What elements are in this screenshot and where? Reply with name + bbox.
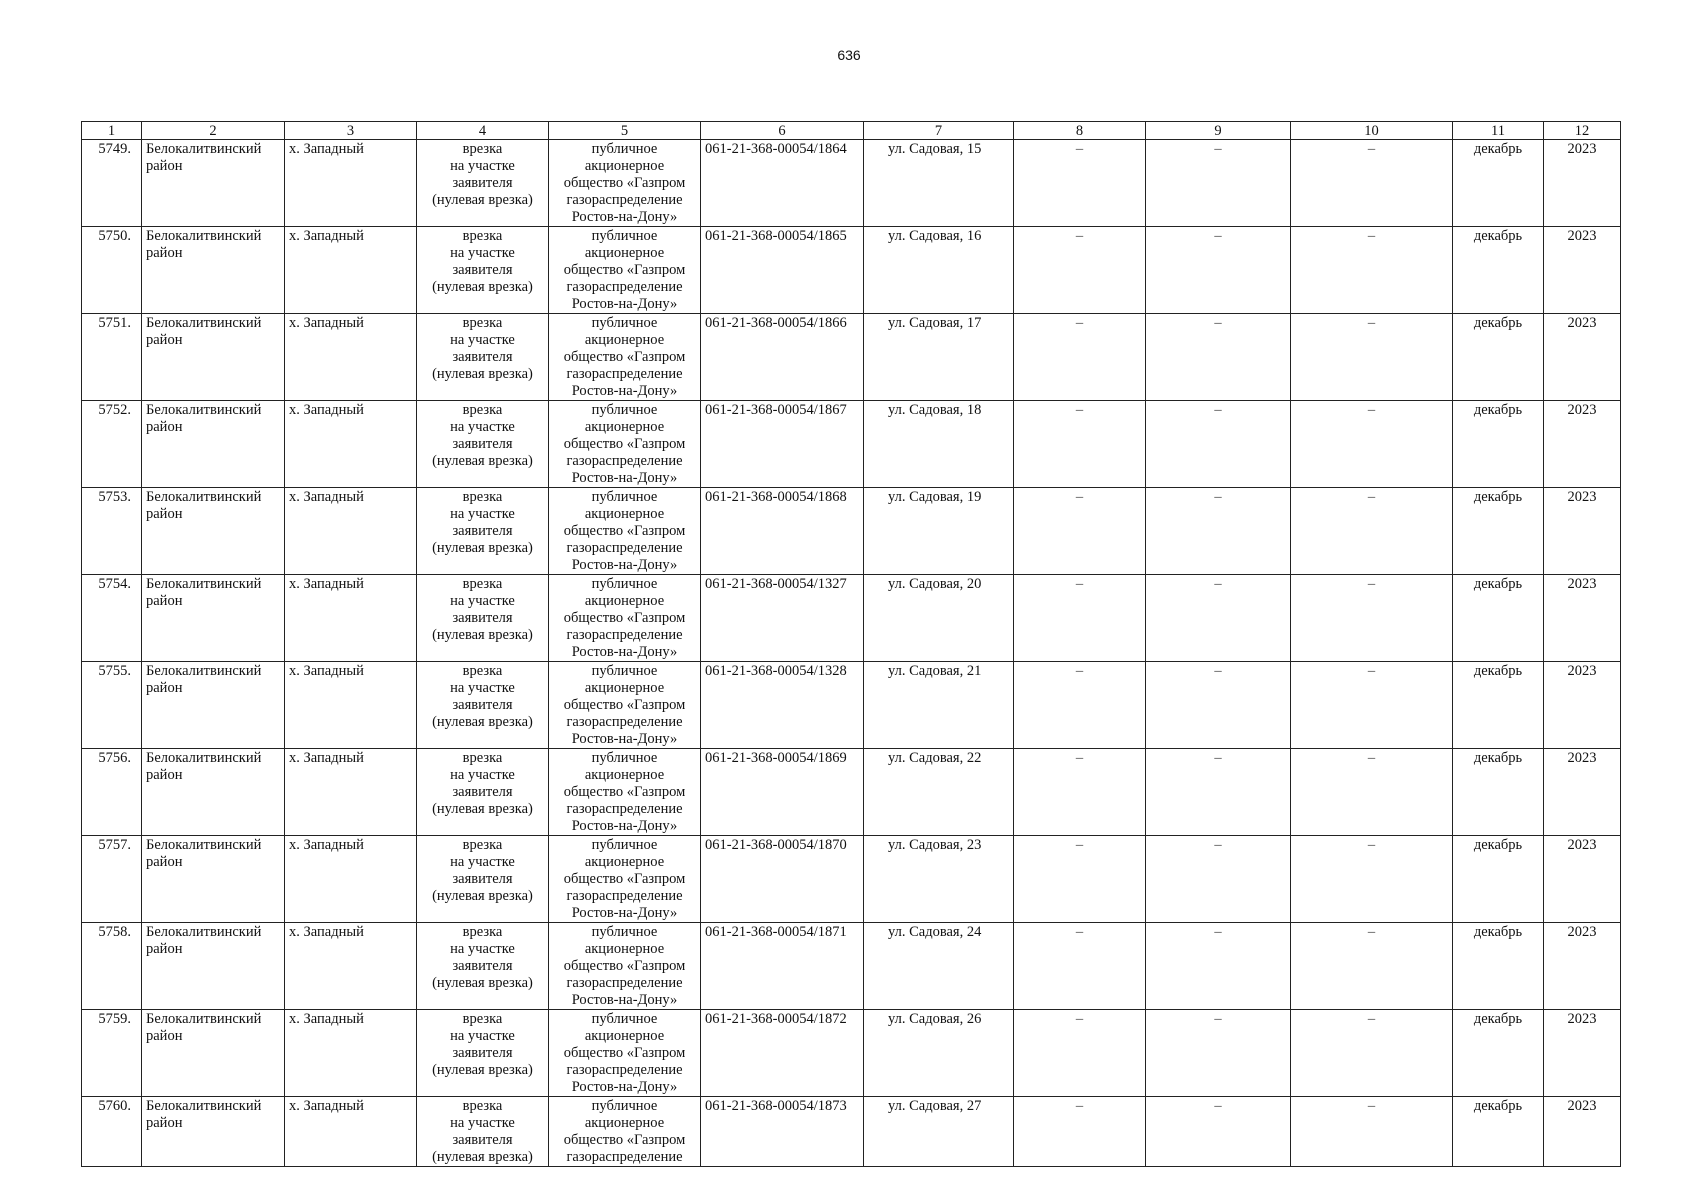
connection-type-cell-line: на участке — [450, 506, 515, 522]
column-number-header: 12 — [1544, 122, 1621, 140]
year-cell: 2023 — [1544, 488, 1621, 575]
connection-type-cell — [417, 836, 549, 923]
organization-cell-line: газораспределение — [566, 279, 683, 295]
connection-type-cell-line: заявителя — [452, 262, 513, 278]
organization-cell-line: общество «Газпром — [563, 175, 686, 191]
month-cell: декабрь — [1453, 749, 1544, 836]
organization-cell-line: акционерное — [584, 680, 665, 696]
year-cell: 2023 — [1544, 1097, 1621, 1167]
month-cell: декабрь — [1453, 1097, 1544, 1167]
organization-cell-line: газораспределение — [566, 627, 683, 643]
connection-type-cell-line: на участке — [450, 680, 515, 696]
object-code-cell: 061-21-368-00054/1870 — [701, 836, 864, 923]
locality-cell: х. Западный — [285, 662, 417, 749]
organization-cell-line: газораспределение — [566, 1062, 683, 1078]
column-10-cell: – — [1291, 749, 1453, 836]
organization-cell-line: Ростов-на-Дону» — [571, 818, 678, 834]
organization-cell-line: Ростов-на-Дону» — [571, 731, 678, 747]
organization-cell — [549, 488, 701, 575]
connection-type-cell-line: врезка — [462, 489, 503, 505]
month-cell: декабрь — [1453, 140, 1544, 227]
table-row — [82, 401, 1621, 488]
connection-type-cell-line: заявителя — [452, 610, 513, 626]
organization-cell-line: общество «Газпром — [563, 871, 686, 887]
connection-type-cell-line: врезка — [462, 402, 503, 418]
column-9-cell: – — [1146, 401, 1291, 488]
organization-cell-line: Ростов-на-Дону» — [571, 296, 678, 312]
address-cell: ул. Садовая, 23 — [864, 836, 1014, 923]
column-number-header: 8 — [1014, 122, 1146, 140]
connection-type-cell-line: на участке — [450, 854, 515, 870]
address-cell: ул. Садовая, 26 — [864, 1010, 1014, 1097]
column-number-header: 10 — [1291, 122, 1453, 140]
district-cell: Белокалитвинский район — [142, 140, 285, 227]
row-number-cell: 5757. — [82, 836, 142, 923]
year-cell: 2023 — [1544, 401, 1621, 488]
connection-type-cell-line: заявителя — [452, 523, 513, 539]
column-10-cell: – — [1291, 836, 1453, 923]
month-cell: декабрь — [1453, 923, 1544, 1010]
connection-type-cell-line: врезка — [462, 315, 503, 331]
organization-cell — [549, 662, 701, 749]
row-number-cell: 5753. — [82, 488, 142, 575]
organization-cell-line: публичное — [591, 750, 658, 766]
connection-type-cell-line: врезка — [462, 750, 503, 766]
connection-type-cell-line: на участке — [450, 332, 515, 348]
organization-cell-line: газораспределение — [566, 453, 683, 469]
connection-type-cell — [417, 1097, 549, 1167]
column-9-cell: – — [1146, 314, 1291, 401]
organization-cell-line: газораспределение — [566, 714, 683, 730]
district-cell: Белокалитвинский район — [142, 662, 285, 749]
column-8-cell: – — [1014, 1097, 1146, 1167]
object-code-cell: 061-21-368-00054/1327 — [701, 575, 864, 662]
object-code-cell: 061-21-368-00054/1873 — [701, 1097, 864, 1167]
organization-cell-line: акционерное — [584, 854, 665, 870]
column-number-header: 11 — [1453, 122, 1544, 140]
organization-cell-line: общество «Газпром — [563, 697, 686, 713]
row-number-cell: 5756. — [82, 749, 142, 836]
month-cell: декабрь — [1453, 227, 1544, 314]
address-cell: ул. Садовая, 20 — [864, 575, 1014, 662]
locality-cell: х. Западный — [285, 1097, 417, 1167]
organization-cell-line: акционерное — [584, 593, 665, 609]
object-code-cell: 061-21-368-00054/1866 — [701, 314, 864, 401]
column-number-header: 3 — [285, 122, 417, 140]
connection-type-cell-line: заявителя — [452, 175, 513, 191]
column-9-cell: – — [1146, 836, 1291, 923]
column-9-cell: – — [1146, 662, 1291, 749]
organization-cell-line: Ростов-на-Дону» — [571, 209, 678, 225]
locality-cell: х. Западный — [285, 575, 417, 662]
address-cell: ул. Садовая, 24 — [864, 923, 1014, 1010]
object-code-cell: 061-21-368-00054/1864 — [701, 140, 864, 227]
connection-type-cell — [417, 140, 549, 227]
connection-type-cell — [417, 575, 549, 662]
organization-cell-line: газораспределение — [566, 366, 683, 382]
organization-cell-line: публичное — [591, 489, 658, 505]
column-number-header: 7 — [864, 122, 1014, 140]
connection-type-cell-line: (нулевая врезка) — [432, 1062, 533, 1078]
connection-type-cell-line: на участке — [450, 767, 515, 783]
column-number-header: 6 — [701, 122, 864, 140]
organization-cell-line: общество «Газпром — [563, 349, 686, 365]
column-number-header: 2 — [142, 122, 285, 140]
address-cell: ул. Садовая, 22 — [864, 749, 1014, 836]
organization-cell-line: акционерное — [584, 767, 665, 783]
district-cell: Белокалитвинский район — [142, 488, 285, 575]
organization-cell-line: акционерное — [584, 245, 665, 261]
year-cell: 2023 — [1544, 314, 1621, 401]
organization-cell — [549, 749, 701, 836]
table-row — [82, 1010, 1621, 1097]
object-code-cell: 061-21-368-00054/1872 — [701, 1010, 864, 1097]
column-10-cell: – — [1291, 923, 1453, 1010]
column-9-cell: – — [1146, 227, 1291, 314]
row-number-cell: 5755. — [82, 662, 142, 749]
connection-type-cell-line: на участке — [450, 419, 515, 435]
row-number-cell: 5749. — [82, 140, 142, 227]
connection-type-cell — [417, 1010, 549, 1097]
organization-cell — [549, 401, 701, 488]
column-8-cell: – — [1014, 923, 1146, 1010]
organization-cell — [549, 140, 701, 227]
connection-type-cell-line: (нулевая врезка) — [432, 1149, 533, 1165]
locality-cell: х. Западный — [285, 314, 417, 401]
connection-type-cell-line: на участке — [450, 593, 515, 609]
column-number-header: 4 — [417, 122, 549, 140]
connection-type-cell-line: заявителя — [452, 784, 513, 800]
month-cell: декабрь — [1453, 836, 1544, 923]
column-9-cell: – — [1146, 488, 1291, 575]
column-number-header: 1 — [82, 122, 142, 140]
table-row — [82, 749, 1621, 836]
address-cell: ул. Садовая, 19 — [864, 488, 1014, 575]
column-10-cell: – — [1291, 1010, 1453, 1097]
organization-cell-line: публичное — [591, 315, 658, 331]
district-cell: Белокалитвинский район — [142, 575, 285, 662]
object-code-cell: 061-21-368-00054/1871 — [701, 923, 864, 1010]
row-number-cell: 5759. — [82, 1010, 142, 1097]
locality-cell: х. Западный — [285, 401, 417, 488]
row-number-cell: 5752. — [82, 401, 142, 488]
connection-type-cell-line: заявителя — [452, 1132, 513, 1148]
column-10-cell: – — [1291, 401, 1453, 488]
column-10-cell: – — [1291, 227, 1453, 314]
organization-cell-line: акционерное — [584, 1028, 665, 1044]
month-cell: декабрь — [1453, 314, 1544, 401]
connection-type-cell-line: заявителя — [452, 1045, 513, 1061]
year-cell: 2023 — [1544, 923, 1621, 1010]
column-8-cell: – — [1014, 488, 1146, 575]
connection-type-cell-line: на участке — [450, 1028, 515, 1044]
column-9-cell: – — [1146, 1097, 1291, 1167]
column-8-cell: – — [1014, 749, 1146, 836]
district-cell: Белокалитвинский район — [142, 836, 285, 923]
organization-cell-line: акционерное — [584, 332, 665, 348]
organization-cell — [549, 227, 701, 314]
organization-cell-line: акционерное — [584, 158, 665, 174]
table-row — [82, 488, 1621, 575]
connection-type-cell-line: на участке — [450, 941, 515, 957]
organization-cell-line: Ростов-на-Дону» — [571, 992, 678, 1008]
district-cell: Белокалитвинский район — [142, 401, 285, 488]
organization-cell-line: Ростов-на-Дону» — [571, 644, 678, 660]
connection-type-cell-line: заявителя — [452, 871, 513, 887]
locality-cell: х. Западный — [285, 923, 417, 1010]
connection-type-cell — [417, 227, 549, 314]
table-row — [82, 1097, 1621, 1167]
connection-type-cell — [417, 314, 549, 401]
column-8-cell: – — [1014, 227, 1146, 314]
column-10-cell: – — [1291, 1097, 1453, 1167]
district-cell: Белокалитвинский район — [142, 1010, 285, 1097]
year-cell: 2023 — [1544, 749, 1621, 836]
object-code-cell: 061-21-368-00054/1865 — [701, 227, 864, 314]
connection-type-cell — [417, 662, 549, 749]
organization-cell-line: газораспределение — [566, 801, 683, 817]
object-code-cell: 061-21-368-00054/1867 — [701, 401, 864, 488]
connection-type-cell — [417, 749, 549, 836]
connection-type-cell-line: (нулевая врезка) — [432, 714, 533, 730]
organization-cell-line: публичное — [591, 1098, 658, 1114]
organization-cell-line: Ростов-на-Дону» — [571, 905, 678, 921]
locality-cell: х. Западный — [285, 227, 417, 314]
organization-cell — [549, 923, 701, 1010]
connection-type-cell-line: (нулевая врезка) — [432, 366, 533, 382]
connection-type-cell-line: врезка — [462, 1011, 503, 1027]
table-row — [82, 662, 1621, 749]
connection-type-cell-line: на участке — [450, 1115, 515, 1131]
organization-cell-line: Ростов-на-Дону» — [571, 383, 678, 399]
connection-type-cell-line: врезка — [462, 837, 503, 853]
object-code-cell: 061-21-368-00054/1868 — [701, 488, 864, 575]
locality-cell: х. Западный — [285, 1010, 417, 1097]
table-row — [82, 140, 1621, 227]
connection-type-cell-line: заявителя — [452, 436, 513, 452]
column-9-cell: – — [1146, 923, 1291, 1010]
table-row — [82, 575, 1621, 662]
connection-type-cell-line: врезка — [462, 576, 503, 592]
column-8-cell: – — [1014, 140, 1146, 227]
connection-type-cell-line: заявителя — [452, 349, 513, 365]
column-8-cell: – — [1014, 836, 1146, 923]
column-8-cell: – — [1014, 314, 1146, 401]
organization-cell-line: акционерное — [584, 941, 665, 957]
organization-cell — [549, 314, 701, 401]
connection-type-cell-line: (нулевая врезка) — [432, 888, 533, 904]
address-cell: ул. Садовая, 18 — [864, 401, 1014, 488]
organization-cell-line: газораспределение — [566, 1149, 683, 1165]
column-10-cell: – — [1291, 314, 1453, 401]
connection-type-cell-line: врезка — [462, 1098, 503, 1114]
column-8-cell: – — [1014, 575, 1146, 662]
organization-cell-line: публичное — [591, 141, 658, 157]
year-cell: 2023 — [1544, 1010, 1621, 1097]
district-cell: Белокалитвинский район — [142, 314, 285, 401]
address-cell: ул. Садовая, 21 — [864, 662, 1014, 749]
organization-cell-line: публичное — [591, 924, 658, 940]
connection-type-cell-line: (нулевая врезка) — [432, 540, 533, 556]
organization-cell-line: акционерное — [584, 1115, 665, 1131]
connection-type-cell-line: (нулевая врезка) — [432, 279, 533, 295]
month-cell: декабрь — [1453, 488, 1544, 575]
organization-cell-line: газораспределение — [566, 540, 683, 556]
address-cell: ул. Садовая, 17 — [864, 314, 1014, 401]
district-cell: Белокалитвинский район — [142, 749, 285, 836]
connection-type-cell-line: (нулевая врезка) — [432, 801, 533, 817]
organization-cell-line: общество «Газпром — [563, 784, 686, 800]
address-cell: ул. Садовая, 16 — [864, 227, 1014, 314]
connection-type-cell-line: (нулевая врезка) — [432, 453, 533, 469]
month-cell: декабрь — [1453, 662, 1544, 749]
organization-cell — [549, 575, 701, 662]
column-8-cell: – — [1014, 401, 1146, 488]
organization-cell-line: газораспределение — [566, 192, 683, 208]
organization-cell-line: общество «Газпром — [563, 610, 686, 626]
address-cell: ул. Садовая, 15 — [864, 140, 1014, 227]
organization-cell-line: публичное — [591, 402, 658, 418]
address-cell: ул. Садовая, 27 — [864, 1097, 1014, 1167]
column-number-header: 5 — [549, 122, 701, 140]
district-cell: Белокалитвинский район — [142, 227, 285, 314]
page-number: 636 — [837, 47, 861, 63]
column-10-cell: – — [1291, 140, 1453, 227]
organization-cell-line: акционерное — [584, 506, 665, 522]
organization-cell-line: Ростов-на-Дону» — [571, 470, 678, 486]
table-row — [82, 923, 1621, 1010]
registry-table — [81, 121, 1621, 1167]
table-row — [82, 227, 1621, 314]
year-cell: 2023 — [1544, 662, 1621, 749]
table-row — [82, 314, 1621, 401]
connection-type-cell — [417, 401, 549, 488]
organization-cell-line: общество «Газпром — [563, 1045, 686, 1061]
connection-type-cell-line: на участке — [450, 245, 515, 261]
object-code-cell: 061-21-368-00054/1328 — [701, 662, 864, 749]
column-10-cell: – — [1291, 575, 1453, 662]
column-number-row — [82, 122, 1621, 140]
organization-cell-line: общество «Газпром — [563, 523, 686, 539]
column-9-cell: – — [1146, 749, 1291, 836]
column-9-cell: – — [1146, 1010, 1291, 1097]
organization-cell-line: публичное — [591, 576, 658, 592]
connection-type-cell-line: врезка — [462, 228, 503, 244]
column-10-cell: – — [1291, 488, 1453, 575]
locality-cell: х. Западный — [285, 488, 417, 575]
district-cell: Белокалитвинский район — [142, 1097, 285, 1167]
column-9-cell: – — [1146, 575, 1291, 662]
connection-type-cell-line: на участке — [450, 158, 515, 174]
organization-cell — [549, 836, 701, 923]
organization-cell-line: Ростов-на-Дону» — [571, 1079, 678, 1095]
object-code-cell: 061-21-368-00054/1869 — [701, 749, 864, 836]
connection-type-cell-line: (нулевая врезка) — [432, 627, 533, 643]
organization-cell-line: публичное — [591, 837, 658, 853]
year-cell: 2023 — [1544, 575, 1621, 662]
locality-cell: х. Западный — [285, 140, 417, 227]
column-8-cell: – — [1014, 662, 1146, 749]
organization-cell-line: акционерное — [584, 419, 665, 435]
connection-type-cell — [417, 923, 549, 1010]
organization-cell-line: публичное — [591, 1011, 658, 1027]
column-8-cell: – — [1014, 1010, 1146, 1097]
year-cell: 2023 — [1544, 227, 1621, 314]
row-number-cell: 5760. — [82, 1097, 142, 1167]
connection-type-cell — [417, 488, 549, 575]
organization-cell-line: газораспределение — [566, 975, 683, 991]
organization-cell-line: газораспределение — [566, 888, 683, 904]
organization-cell-line: общество «Газпром — [563, 958, 686, 974]
organization-cell-line: общество «Газпром — [563, 262, 686, 278]
month-cell: декабрь — [1453, 1010, 1544, 1097]
connection-type-cell-line: (нулевая врезка) — [432, 192, 533, 208]
table-row — [82, 836, 1621, 923]
column-9-cell: – — [1146, 140, 1291, 227]
organization-cell-line: публичное — [591, 228, 658, 244]
connection-type-cell-line: врезка — [462, 141, 503, 157]
connection-type-cell-line: заявителя — [452, 958, 513, 974]
row-number-cell: 5758. — [82, 923, 142, 1010]
locality-cell: х. Западный — [285, 749, 417, 836]
month-cell: декабрь — [1453, 575, 1544, 662]
row-number-cell: 5750. — [82, 227, 142, 314]
organization-cell-line: публичное — [591, 663, 658, 679]
column-number-header: 9 — [1146, 122, 1291, 140]
organization-cell-line: общество «Газпром — [563, 436, 686, 452]
organization-cell — [549, 1010, 701, 1097]
district-cell: Белокалитвинский район — [142, 923, 285, 1010]
connection-type-cell-line: врезка — [462, 663, 503, 679]
organization-cell-line: Ростов-на-Дону» — [571, 557, 678, 573]
connection-type-cell-line: (нулевая врезка) — [432, 975, 533, 991]
row-number-cell: 5754. — [82, 575, 142, 662]
table-body — [82, 140, 1621, 1167]
row-number-cell: 5751. — [82, 314, 142, 401]
organization-cell-line: общество «Газпром — [563, 1132, 686, 1148]
year-cell: 2023 — [1544, 836, 1621, 923]
organization-cell — [549, 1097, 701, 1167]
year-cell: 2023 — [1544, 140, 1621, 227]
connection-type-cell-line: врезка — [462, 924, 503, 940]
month-cell: декабрь — [1453, 401, 1544, 488]
column-10-cell: – — [1291, 662, 1453, 749]
locality-cell: х. Западный — [285, 836, 417, 923]
connection-type-cell-line: заявителя — [452, 697, 513, 713]
